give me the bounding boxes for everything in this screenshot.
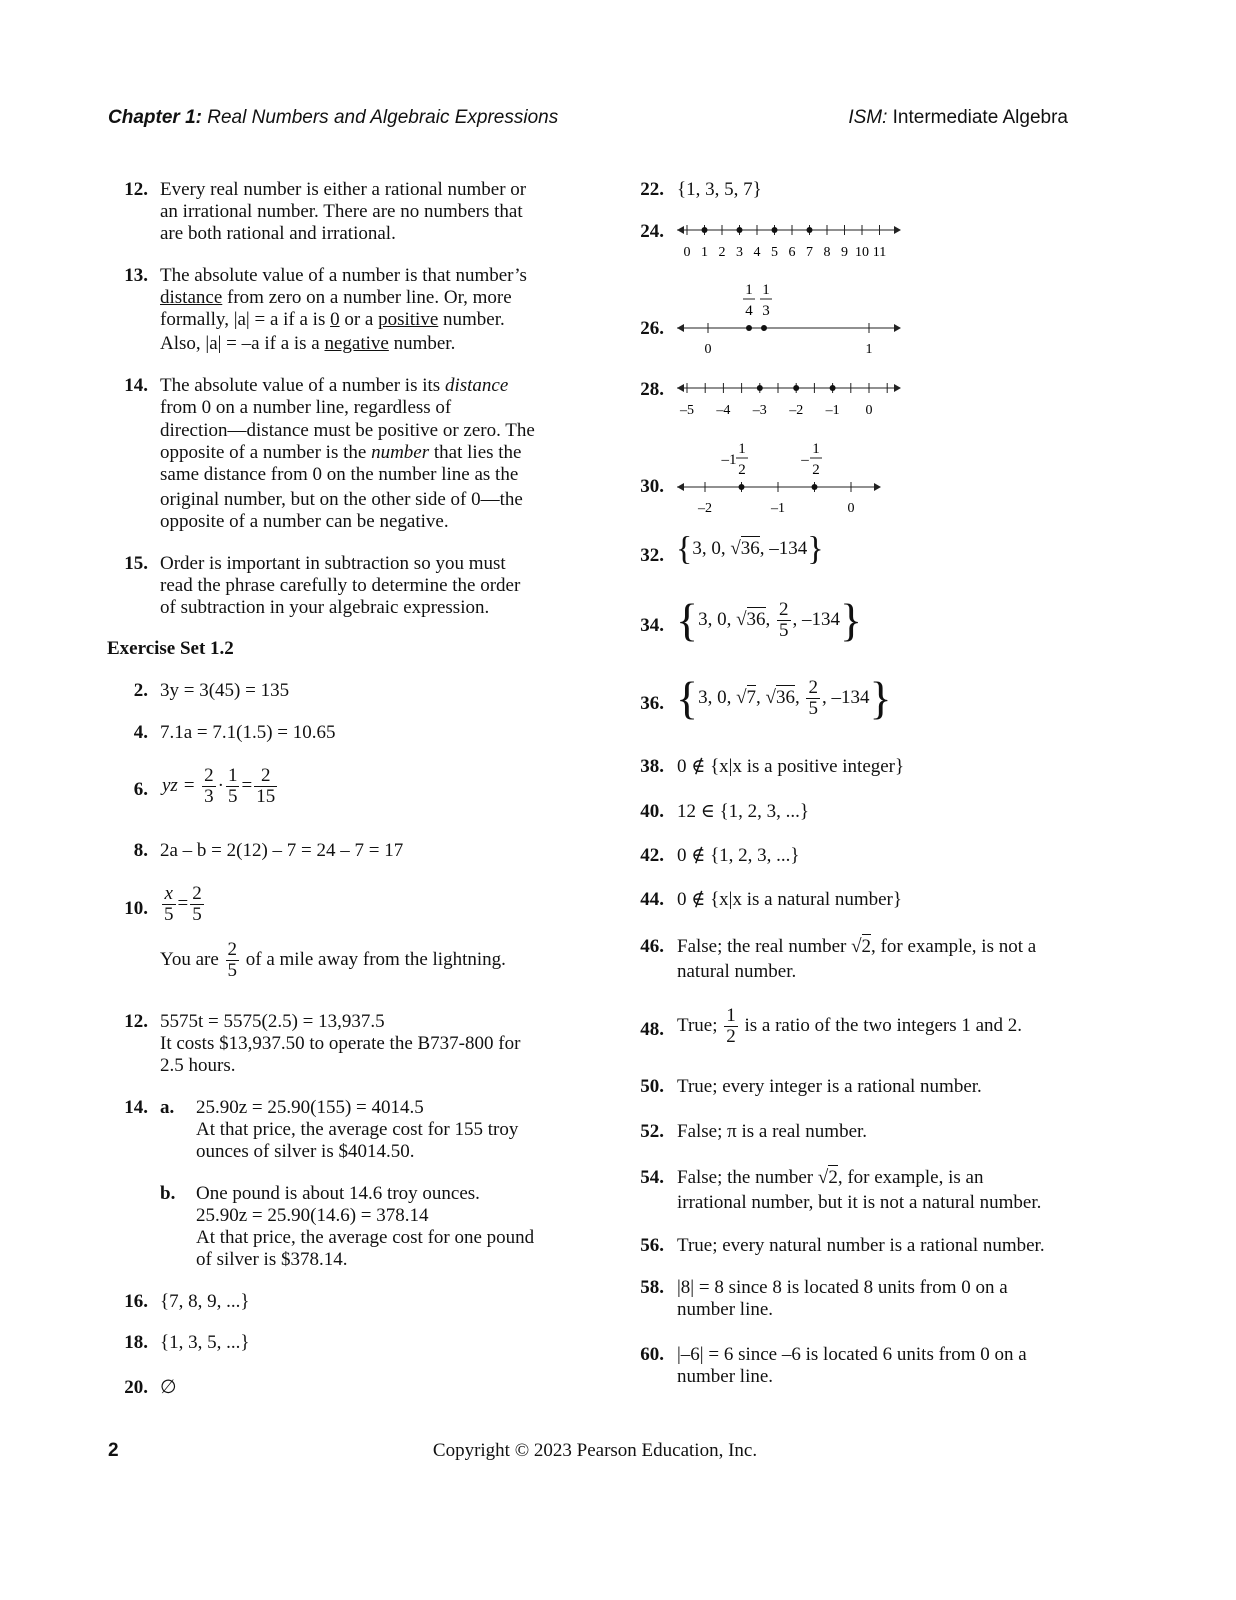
text-run: from zero on a number line. Or, more — [222, 287, 512, 308]
denominator: 2 — [726, 1026, 736, 1047]
fraction — [226, 766, 240, 807]
denominator: 3 — [204, 786, 214, 807]
page-number: 2 — [108, 1440, 119, 1461]
fraction — [724, 1006, 738, 1047]
answer-line: 25.90z = 25.90(14.6) = 378.14 — [196, 1205, 429, 1226]
fraction — [190, 884, 204, 925]
answer-line: 5575t = 5575(2.5) = 13,937.5 — [160, 1011, 385, 1032]
fraction — [254, 766, 277, 807]
text-run: = — [241, 774, 253, 796]
part-label: b. — [160, 1183, 176, 1204]
numerator: 1 — [762, 282, 770, 298]
answer-line: read the phrase carefully to determine the order — [160, 575, 521, 596]
radicand: 36 — [746, 608, 766, 630]
item-number: 34. — [640, 615, 664, 636]
numerator: 2 — [227, 939, 238, 960]
item-number: 36. — [640, 693, 664, 714]
point-marker — [807, 227, 813, 233]
answer-line — [677, 1006, 1022, 1047]
whole-part: –1 — [721, 452, 737, 468]
tick-label: 1 — [701, 245, 708, 260]
text-run: , –134 — [792, 608, 841, 630]
tick-label: 1 — [865, 342, 873, 357]
blank-answer: distance — [160, 287, 223, 308]
set-expression: {3, 0, √7, √36, $\frac{2}{5}$ , –134} — [676, 672, 892, 724]
ism-label: ISM: — [848, 107, 888, 128]
answer-line: At that price, the average cost for 155 troy — [196, 1119, 519, 1140]
arrow-right-icon — [874, 483, 881, 491]
numerator: 2 — [204, 765, 214, 786]
text-run: opposite of a number is the — [160, 442, 372, 463]
denominator: 2 — [738, 462, 746, 478]
item-number: 4. — [133, 722, 148, 743]
arrow-left-icon — [677, 324, 684, 332]
book-title: Intermediate Algebra — [892, 107, 1068, 128]
answer-line: from 0 on a number line, regardless of — [160, 397, 452, 418]
text-run: that lies the — [429, 442, 522, 463]
numerator: 1 — [738, 441, 746, 457]
tick-label: 9 — [841, 245, 848, 260]
fraction — [226, 940, 240, 981]
item-number: 60. — [640, 1344, 664, 1365]
item-number: 10. — [124, 898, 148, 919]
tick-label: –1 — [825, 403, 840, 418]
answer-line: opposite of a number can be negative. — [160, 511, 449, 532]
number-line-24 — [675, 218, 905, 262]
answer-line: 3y = 3(45) = 135 — [160, 680, 290, 701]
answer-line: number line. — [677, 1299, 774, 1320]
chapter-title: Real Numbers and Algebraic Expressions — [207, 107, 559, 128]
denominator: 5 — [779, 620, 789, 641]
part-label: a. — [160, 1097, 175, 1118]
text-run: Also, |a| = –a if a is a — [160, 333, 325, 354]
minus-sign: – — [801, 452, 809, 468]
text-run: False; the number — [677, 1167, 818, 1188]
item-number: 52. — [640, 1121, 664, 1142]
tick-label: 4 — [753, 245, 761, 260]
item-number: 48. — [640, 1019, 664, 1040]
denominator: 4 — [745, 303, 753, 319]
tick-label: 7 — [806, 245, 813, 260]
left-brace: { — [676, 672, 699, 724]
text-run: , –134 — [759, 538, 808, 559]
radicand: 2 — [861, 936, 872, 957]
math-expression — [162, 766, 279, 807]
answer-line: are both rational and irrational. — [160, 223, 396, 244]
item-number: 12. — [124, 179, 148, 200]
point-marker — [812, 484, 818, 490]
item-number: 14. — [124, 1097, 148, 1118]
item-number: 13. — [124, 265, 148, 286]
tick-label: 10 — [855, 245, 869, 260]
text-run: True; — [677, 1014, 718, 1036]
item-number: 6. — [133, 779, 148, 800]
tick-label: –2 — [698, 501, 712, 516]
right-brace: } — [869, 672, 892, 724]
item-number: 54. — [640, 1167, 664, 1188]
item-number: 16. — [124, 1291, 148, 1312]
item-number: 26. — [640, 318, 664, 339]
point-marker — [761, 325, 767, 331]
answer-line: of subtraction in your algebraic expression. — [160, 597, 490, 618]
numerator: 1 — [227, 765, 238, 786]
left-brace: { — [676, 530, 693, 568]
right-brace: } — [807, 530, 824, 568]
text-run: False; the real number — [677, 936, 852, 957]
answer-line: 12 ∈ {1, 2, 3, ...} — [677, 801, 810, 822]
answer-line: Order is important in subtraction so you must — [160, 553, 506, 574]
answer-line: ∅ — [160, 1377, 177, 1398]
item-number: 30. — [640, 476, 664, 497]
answer-line — [160, 333, 455, 355]
denominator: 5 — [808, 698, 818, 719]
numerator: 1 — [745, 282, 753, 298]
answer-line: 2a – b = 2(12) – 7 = 24 – 7 = 17 — [160, 840, 404, 861]
item-number: 14. — [124, 375, 148, 396]
answer-line: natural number. — [677, 961, 797, 982]
point-marker — [793, 385, 799, 391]
radicand: 36 — [775, 686, 795, 708]
number-line-26 — [675, 278, 905, 358]
tick-label: –1 — [771, 501, 785, 516]
answer-line — [160, 375, 508, 397]
answer-line: It costs $13,937.50 to operate the B737-800 for — [160, 1033, 521, 1054]
radicand: 7 — [746, 686, 757, 708]
answer-line: One pound is about 14.6 troy ounces. — [196, 1183, 480, 1204]
item-number: 15. — [124, 553, 148, 574]
answer-line: 2.5 hours. — [160, 1055, 236, 1076]
item-number: 44. — [640, 889, 664, 910]
set-expression: {3, 0, √36, $\frac{2}{5}$ , –134} — [676, 594, 863, 646]
answer-line: an irrational number. There are no numbers that — [160, 201, 523, 222]
answer-line: {7, 8, 9, ...} — [160, 1291, 250, 1312]
denominator: 5 — [227, 786, 238, 807]
text-run: number. — [438, 309, 505, 330]
item-number: 42. — [640, 845, 664, 866]
arrow-left-icon — [677, 483, 684, 491]
tick-label: 0 — [847, 501, 855, 516]
numerator: 1 — [812, 441, 820, 457]
item-number: 58. — [640, 1277, 664, 1298]
item-number: 8. — [133, 840, 148, 861]
right-brace: } — [840, 594, 863, 646]
answer-line: False; the real number √2, for example, is not a — [677, 936, 1037, 957]
point-marker — [739, 484, 745, 490]
tick-label: –3 — [752, 403, 767, 418]
text-run: number — [371, 442, 430, 463]
denominator: 3 — [762, 303, 770, 319]
numerator: x — [162, 884, 176, 905]
item-number: 22. — [640, 179, 664, 200]
point-marker — [830, 385, 836, 391]
text-run: of a mile away from the lightning. — [245, 948, 506, 970]
answer-line: 0 ∉ {1, 2, 3, ...} — [677, 845, 800, 866]
text-run: , for example, is an — [837, 1167, 984, 1188]
numerator: 1 — [726, 1005, 736, 1026]
set-expression: {3, 0, √36, –134} — [676, 530, 824, 568]
answer-line — [160, 309, 505, 331]
denominator: 2 — [812, 462, 820, 478]
fraction — [162, 884, 176, 925]
answer-line: 0 ∉ {x|x is a natural number} — [677, 889, 903, 910]
tick-label: 11 — [872, 245, 887, 260]
answer-line: {1, 3, 5, ...} — [160, 1332, 250, 1353]
point-marker — [757, 385, 763, 391]
answer-line: 25.90z = 25.90(155) = 4014.5 — [196, 1097, 424, 1118]
math-expression — [160, 884, 206, 925]
item-number: 38. — [640, 756, 664, 777]
blank-answer: 0 — [330, 309, 340, 330]
text-run: formally, |a| = a if a is — [160, 309, 331, 330]
numerator: 2 — [779, 599, 789, 620]
arrow-right-icon — [894, 384, 901, 392]
tick-label: 5 — [771, 245, 778, 260]
text-run: or a — [339, 309, 379, 330]
arrow-right-icon — [894, 226, 901, 234]
denominator: 5 — [164, 904, 174, 925]
item-number: 28. — [640, 379, 664, 400]
tick-label: 8 — [823, 245, 831, 260]
answer-line: same distance from 0 on the number line as the — [160, 464, 519, 485]
point-marker — [772, 227, 778, 233]
answer-line: number line. — [677, 1366, 774, 1387]
point-marker — [737, 227, 743, 233]
tick-label: 0 — [704, 342, 712, 357]
point-marker — [702, 227, 708, 233]
section-heading: Exercise Set 1.2 — [107, 638, 234, 659]
numerator: 2 — [254, 766, 277, 787]
numerator: 2 — [808, 677, 818, 698]
answer-line: {1, 3, 5, 7} — [677, 179, 762, 200]
answer-line: The absolute value of a number is that number’s — [160, 265, 527, 286]
numerator: 2 — [192, 883, 202, 904]
item-number: 12. — [124, 1011, 148, 1032]
item-number: 40. — [640, 801, 664, 822]
text-run: The absolute value of a number is its — [160, 375, 445, 396]
answer-line: False; the number √2, for example, is an — [677, 1167, 984, 1188]
copyright: Copyright © 2023 Pearson Education, Inc. — [432, 1440, 758, 1461]
answer-line: 0 ∉ {x|x is a positive integer} — [677, 756, 905, 777]
text-run: 3, 0, — [698, 608, 737, 630]
tick-label: –5 — [680, 403, 694, 418]
item-number: 20. — [124, 1377, 148, 1398]
fraction — [202, 766, 216, 807]
denominator: 5 — [192, 904, 202, 925]
answer-line: True; every natural number is a rational number. — [677, 1235, 1045, 1256]
denominator: 5 — [227, 960, 238, 981]
answer-line — [160, 940, 506, 981]
item-number: 18. — [124, 1332, 148, 1353]
denominator: 15 — [256, 786, 276, 807]
answer-line: irrational number, but it is not a natural number. — [677, 1192, 1042, 1213]
answer-line: of silver is $378.14. — [196, 1249, 348, 1270]
item-number: 56. — [640, 1235, 664, 1256]
answer-line: 7.1a = 7.1(1.5) = 10.65 — [160, 722, 336, 743]
answer-line: At that price, the average cost for one pound — [196, 1227, 535, 1248]
text-run: You are — [160, 948, 219, 970]
tick-label: 0 — [683, 245, 691, 260]
text-run: yz = — [162, 774, 196, 796]
answer-line: |–6| = 6 since –6 is located 6 units from 0 on a — [677, 1344, 1027, 1365]
text-run: number. — [388, 333, 456, 354]
answer-line — [160, 442, 521, 464]
tick-label: 6 — [788, 245, 796, 260]
arrow-left-icon — [677, 226, 684, 234]
number-line-28 — [675, 376, 905, 420]
left-column — [0, 0, 620, 1420]
text-run: · — [217, 774, 224, 796]
item-number: 2. — [133, 680, 148, 701]
radicand: 2 — [828, 1167, 838, 1188]
item-number: 32. — [640, 545, 664, 566]
tick-label: 2 — [718, 245, 726, 260]
chapter-label: Chapter 1: — [108, 107, 202, 128]
left-brace: { — [676, 594, 699, 646]
answer-line: original number, but on the other side of 0—the — [160, 489, 523, 510]
text-run: 3, 0, — [698, 686, 737, 708]
answer-line: True; every integer is a rational number. — [677, 1076, 982, 1097]
text-run: distance — [444, 375, 509, 396]
text-run: is a ratio of the two integers 1 and 2. — [744, 1014, 1023, 1036]
answer-line: ounces of silver is $4014.50. — [196, 1141, 415, 1162]
arrow-left-icon — [677, 384, 684, 392]
blank-answer: positive — [378, 309, 439, 330]
text-run: , for example, is not a — [871, 936, 1037, 957]
answer-line — [160, 287, 512, 309]
item-number: 50. — [640, 1076, 664, 1097]
tick-label: –2 — [789, 403, 804, 418]
answer-line: False; π is a real number. — [677, 1121, 868, 1142]
answer-line: Every real number is either a rational number or — [160, 179, 527, 200]
arrow-right-icon — [894, 324, 901, 332]
fraction — [777, 600, 791, 641]
tick-label: 0 — [865, 403, 873, 418]
tick-label: 3 — [736, 245, 743, 260]
answer-line: direction—distance must be positive or zero. The — [160, 420, 535, 441]
number-line-30 — [675, 437, 905, 517]
tick-label: –4 — [716, 403, 731, 418]
item-number: 46. — [640, 936, 664, 957]
text-run: , –134 — [821, 686, 870, 708]
right-column — [620, 0, 1236, 1420]
fraction — [806, 678, 820, 719]
text-run: = — [177, 892, 189, 914]
text-run: 3, 0, — [692, 538, 731, 559]
item-number: 24. — [640, 221, 664, 242]
radicand: 36 — [740, 538, 760, 559]
point-marker — [746, 325, 752, 331]
answer-line: |8| = 8 since 8 is located 8 units from 0 on a — [677, 1277, 1008, 1298]
blank-answer: negative — [324, 333, 389, 354]
